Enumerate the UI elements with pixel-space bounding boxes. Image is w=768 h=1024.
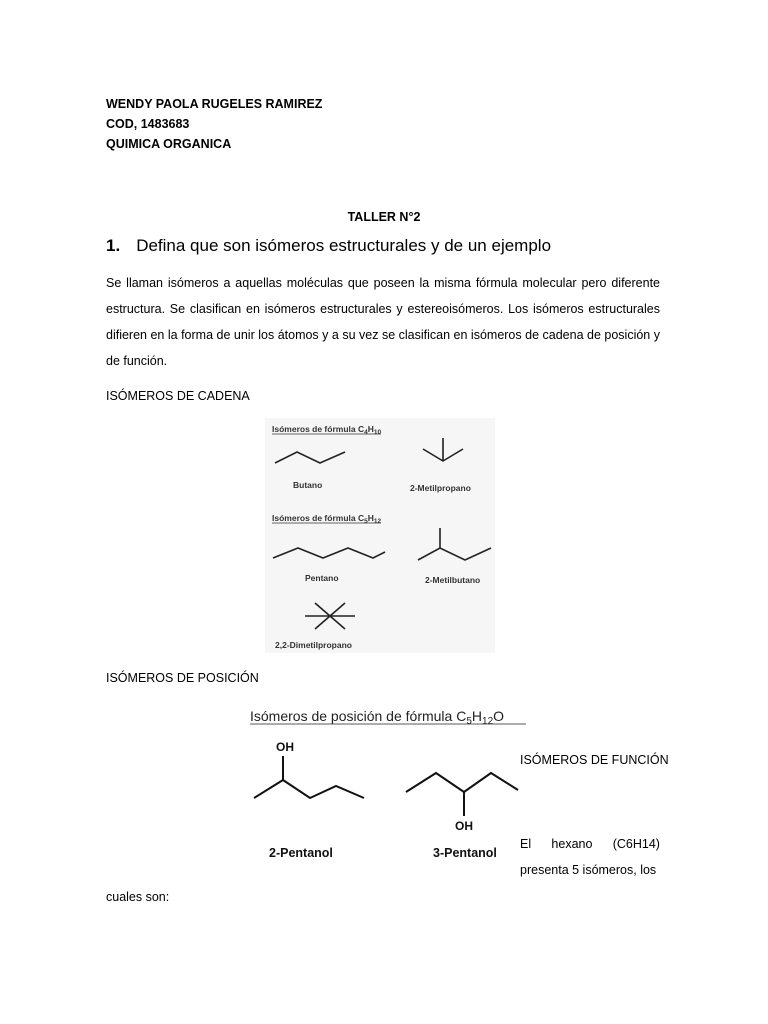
definition-paragraph: [106, 270, 660, 374]
student-code: COD, 1483683: [106, 117, 190, 131]
hexano-word: (C6H14): [612, 837, 660, 851]
section-cadena: ISÓMEROS DE CADENA: [106, 389, 250, 403]
metilpropano-label: 2-Metilpropano: [410, 483, 471, 493]
hexano-line: presenta 5 isómeros, los: [520, 863, 657, 877]
hexano-text: [520, 831, 660, 883]
question-text: Defina que son isómeros estructurales y de un ejemplo: [136, 236, 552, 255]
pentano-label: Pentano: [305, 573, 339, 583]
oh-label: OH: [455, 819, 473, 833]
paragraph-line: Se llaman isómeros a aquellas moléculas que poseen la misma fórmula molecular pero diferente: [106, 276, 660, 290]
chain-isomers-figure: [265, 418, 495, 653]
hexano-continuation: cuales son:: [106, 890, 170, 904]
hexano-word: El: [520, 837, 532, 851]
pentanol3-label: 3-Pentanol: [433, 846, 497, 860]
page-title: TALLER N°2: [347, 210, 421, 224]
student-name: WENDY PAOLA RUGELES RAMIREZ: [106, 97, 323, 111]
paragraph-line: de función.: [106, 354, 168, 368]
heading-position: Isómeros de posición de fórmula $C_5H_{12}O$: [250, 708, 505, 727]
question-heading: [106, 236, 551, 256]
heading-c4h10: Isómeros de fórmula $C_4H_{10}$: [272, 424, 382, 436]
pentanol2-structure: [254, 780, 364, 798]
course-name: QUIMICA ORGANICA: [106, 137, 232, 151]
pentanol3-structure: [406, 773, 518, 792]
heading-c5h12: Isómeros de fórmula $C_5H_{12}$: [272, 513, 382, 525]
hexano-word: hexano: [551, 837, 593, 851]
dimetilpropano-label: 2,2-Dimetilpropano: [275, 640, 352, 650]
metilbutano-label: 2-Metilbutano: [425, 575, 481, 585]
butano-label: Butano: [293, 480, 323, 490]
oh-label: OH: [276, 740, 294, 754]
paragraph-line: difieren en la forma de unir los átomos y a su vez se clasifican en isómeros de cadena de posición y: [106, 328, 660, 342]
position-isomers-figure: [236, 700, 526, 868]
paragraph-line: estructura. Se clasifican en isómeros estructurales y estereoisómeros. Los isómeros estructurales: [106, 302, 660, 316]
pentanol2-label: 2-Pentanol: [269, 846, 333, 860]
section-funcion: ISÓMEROS DE FUNCIÓN: [520, 753, 669, 767]
question-number: 1.: [106, 236, 121, 255]
section-posicion: ISÓMEROS DE POSICIÓN: [106, 671, 259, 685]
